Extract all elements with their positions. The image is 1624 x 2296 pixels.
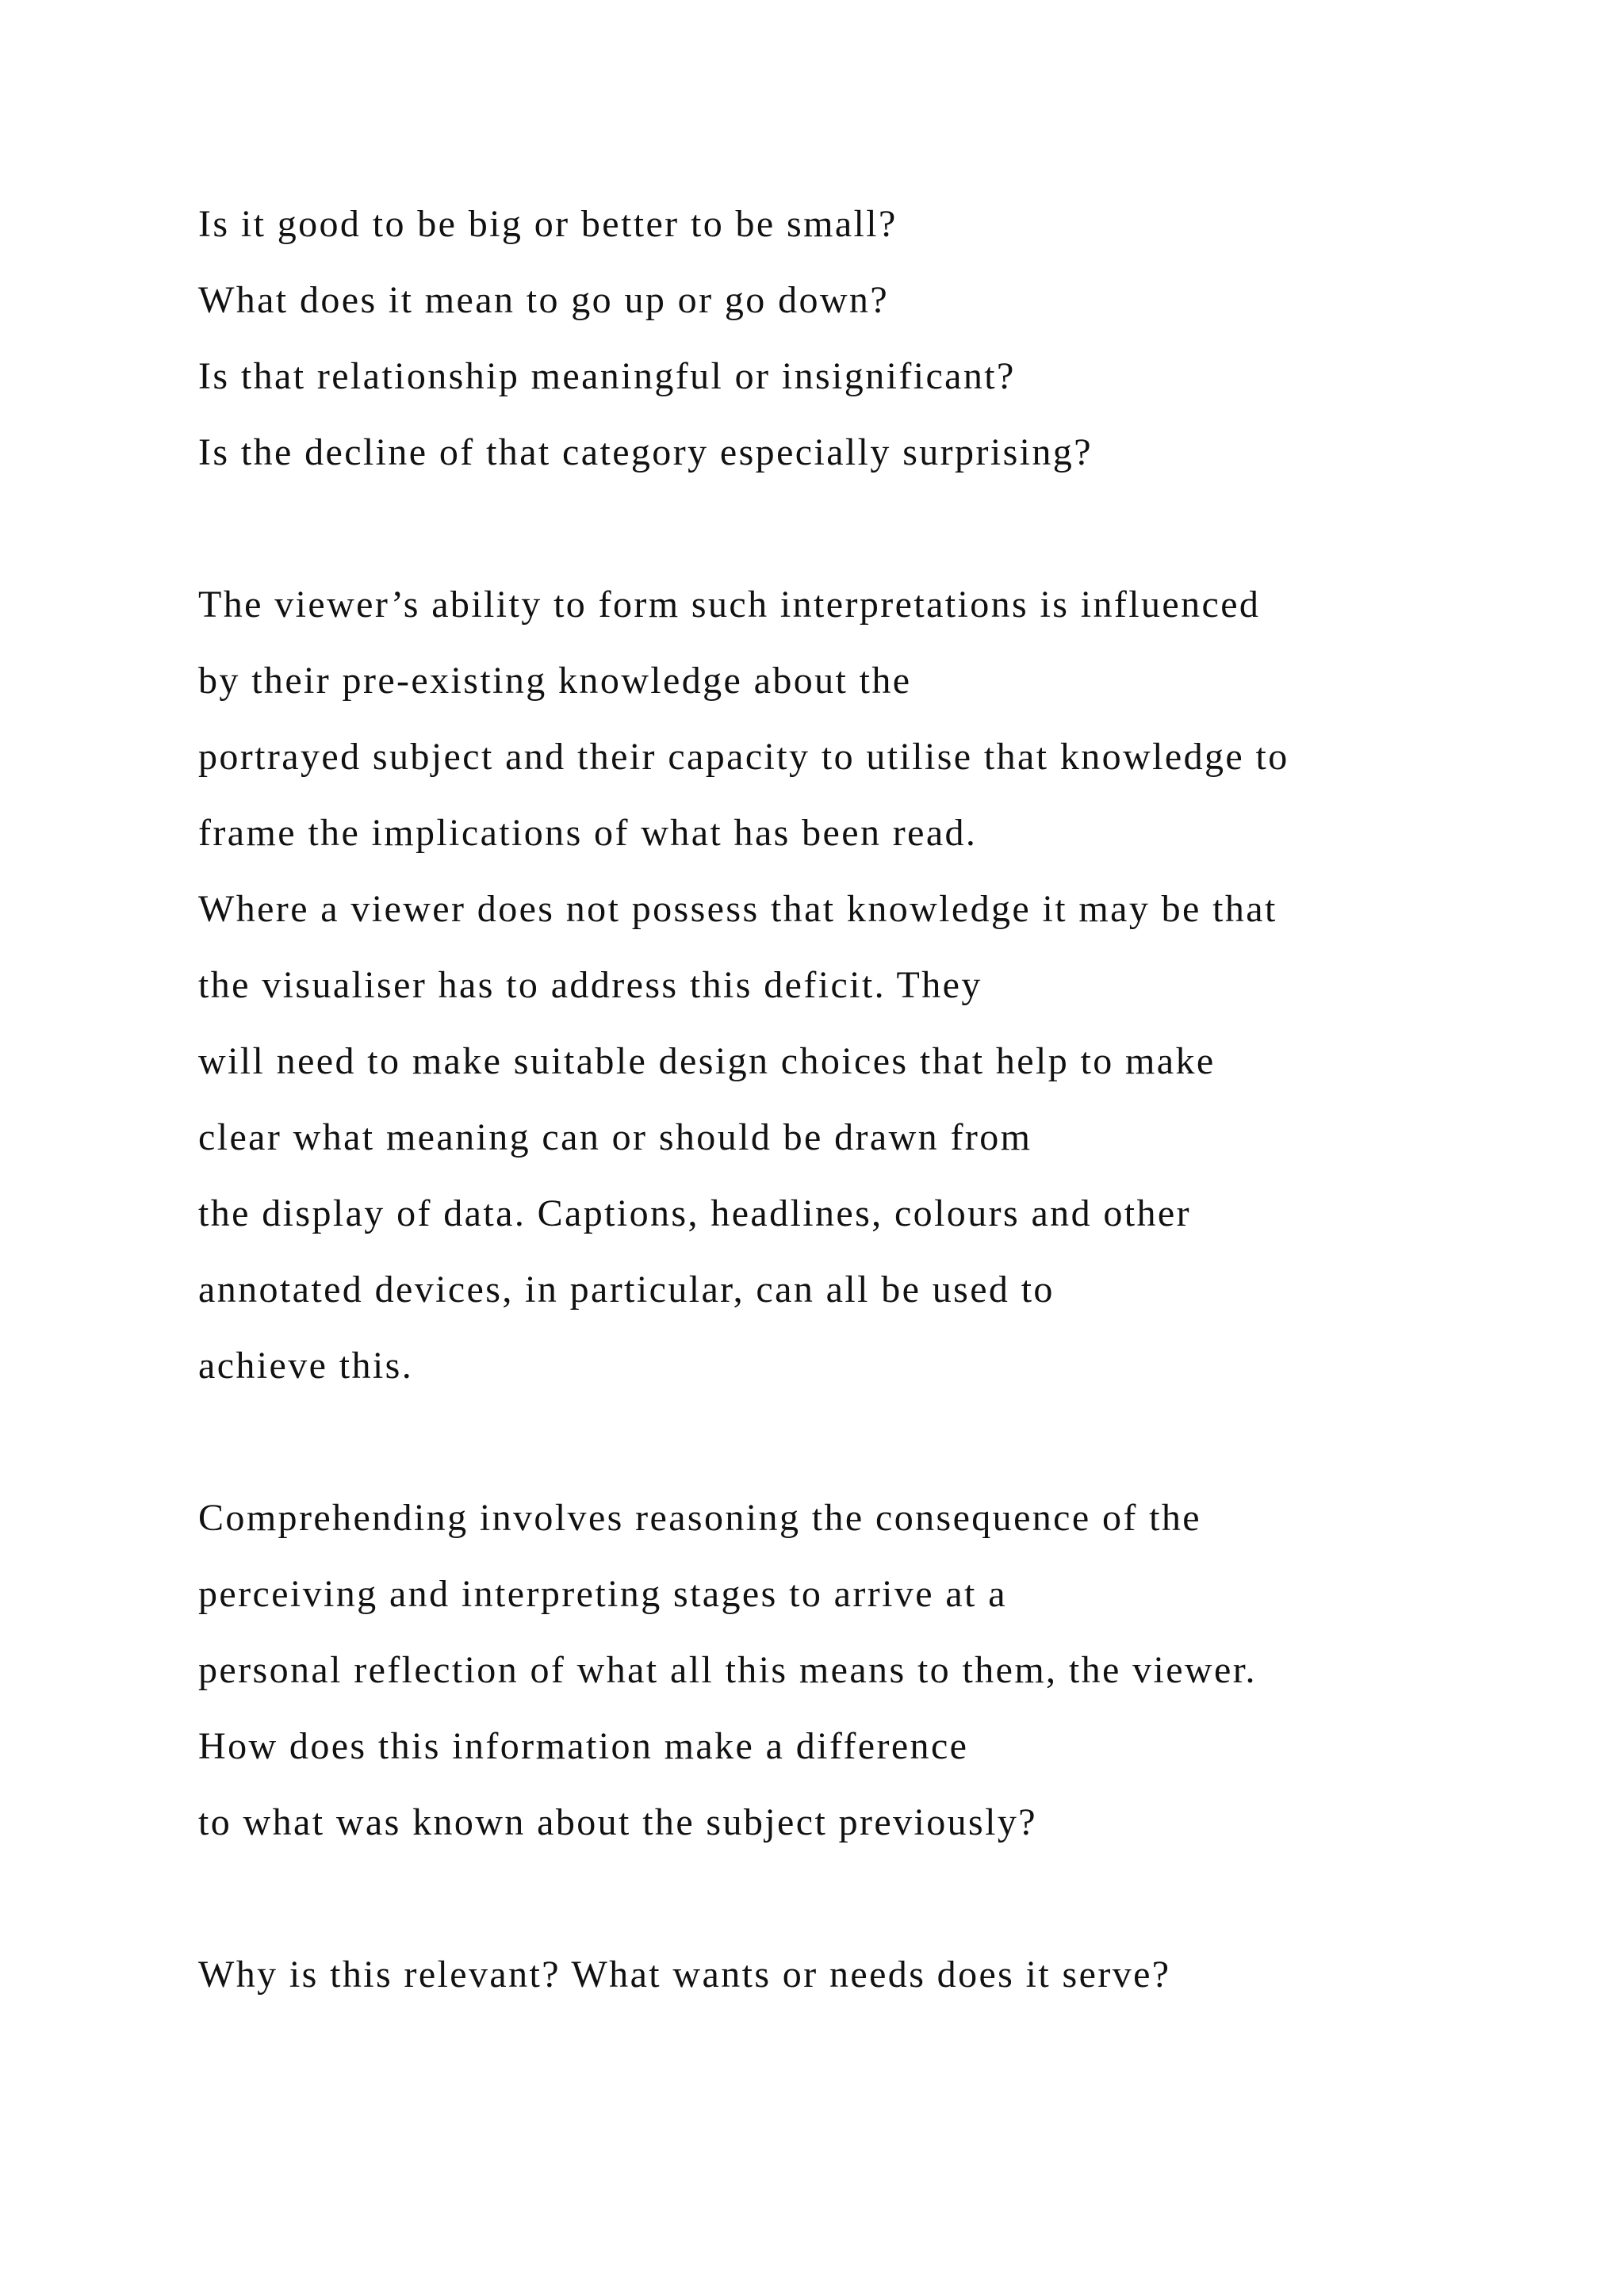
paragraph-line: will need to make suitable design choices that help to make [198,1040,1216,1082]
question-line: Is it good to be big or better to be small? [198,203,898,245]
paragraph-line: portrayed subject and their capacity to utilise that knowledge to [198,736,1289,778]
paragraph-gap [198,1861,1546,1937]
question-line: What does it mean to go up or go down? [198,279,890,321]
paragraph-line: Where a viewer does not possess that knowledge it may be that [198,888,1277,930]
paragraph-line: clear what meaning can or should be drawn from [198,1116,1032,1158]
questions-block [198,186,1546,491]
question-line: Is that relationship meaningful or insignificant? [198,355,1016,397]
paragraph-line: personal reflection of what all this means to them, the viewer. [198,1649,1257,1691]
paragraph-line: The viewer’s ability to form such interpretations is influenced [198,584,1261,626]
paragraph-line: perceiving and interpreting stages to arrive at a [198,1573,1007,1615]
paragraph-line: the display of data. Captions, headlines, colours and other [198,1192,1191,1234]
comprehending-paragraph [198,1480,1546,1861]
question-line: Is the decline of that category especially surprising? [198,431,1093,473]
document-body [198,186,1546,2013]
paragraph-line: achieve this. [198,1345,414,1387]
paragraph-line: the visualiser has to address this deficit. They [198,964,982,1006]
paragraph-line: by their pre-existing knowledge about the [198,660,912,702]
paragraph-gap [198,1404,1546,1480]
paragraph-line: frame the implications of what has been read. [198,812,978,854]
paragraph-line: Comprehending involves reasoning the consequence of the [198,1497,1202,1539]
paragraph-line: How does this information make a difference [198,1725,969,1767]
interpreting-paragraph [198,567,1546,1404]
paragraph-line: annotated devices, in particular, can all be used to [198,1269,1055,1311]
paragraph-gap [198,491,1546,567]
paragraph-line: to what was known about the subject previously? [198,1801,1037,1843]
closing-line: Why is this relevant? What wants or needs does it serve? [198,1954,1171,1996]
